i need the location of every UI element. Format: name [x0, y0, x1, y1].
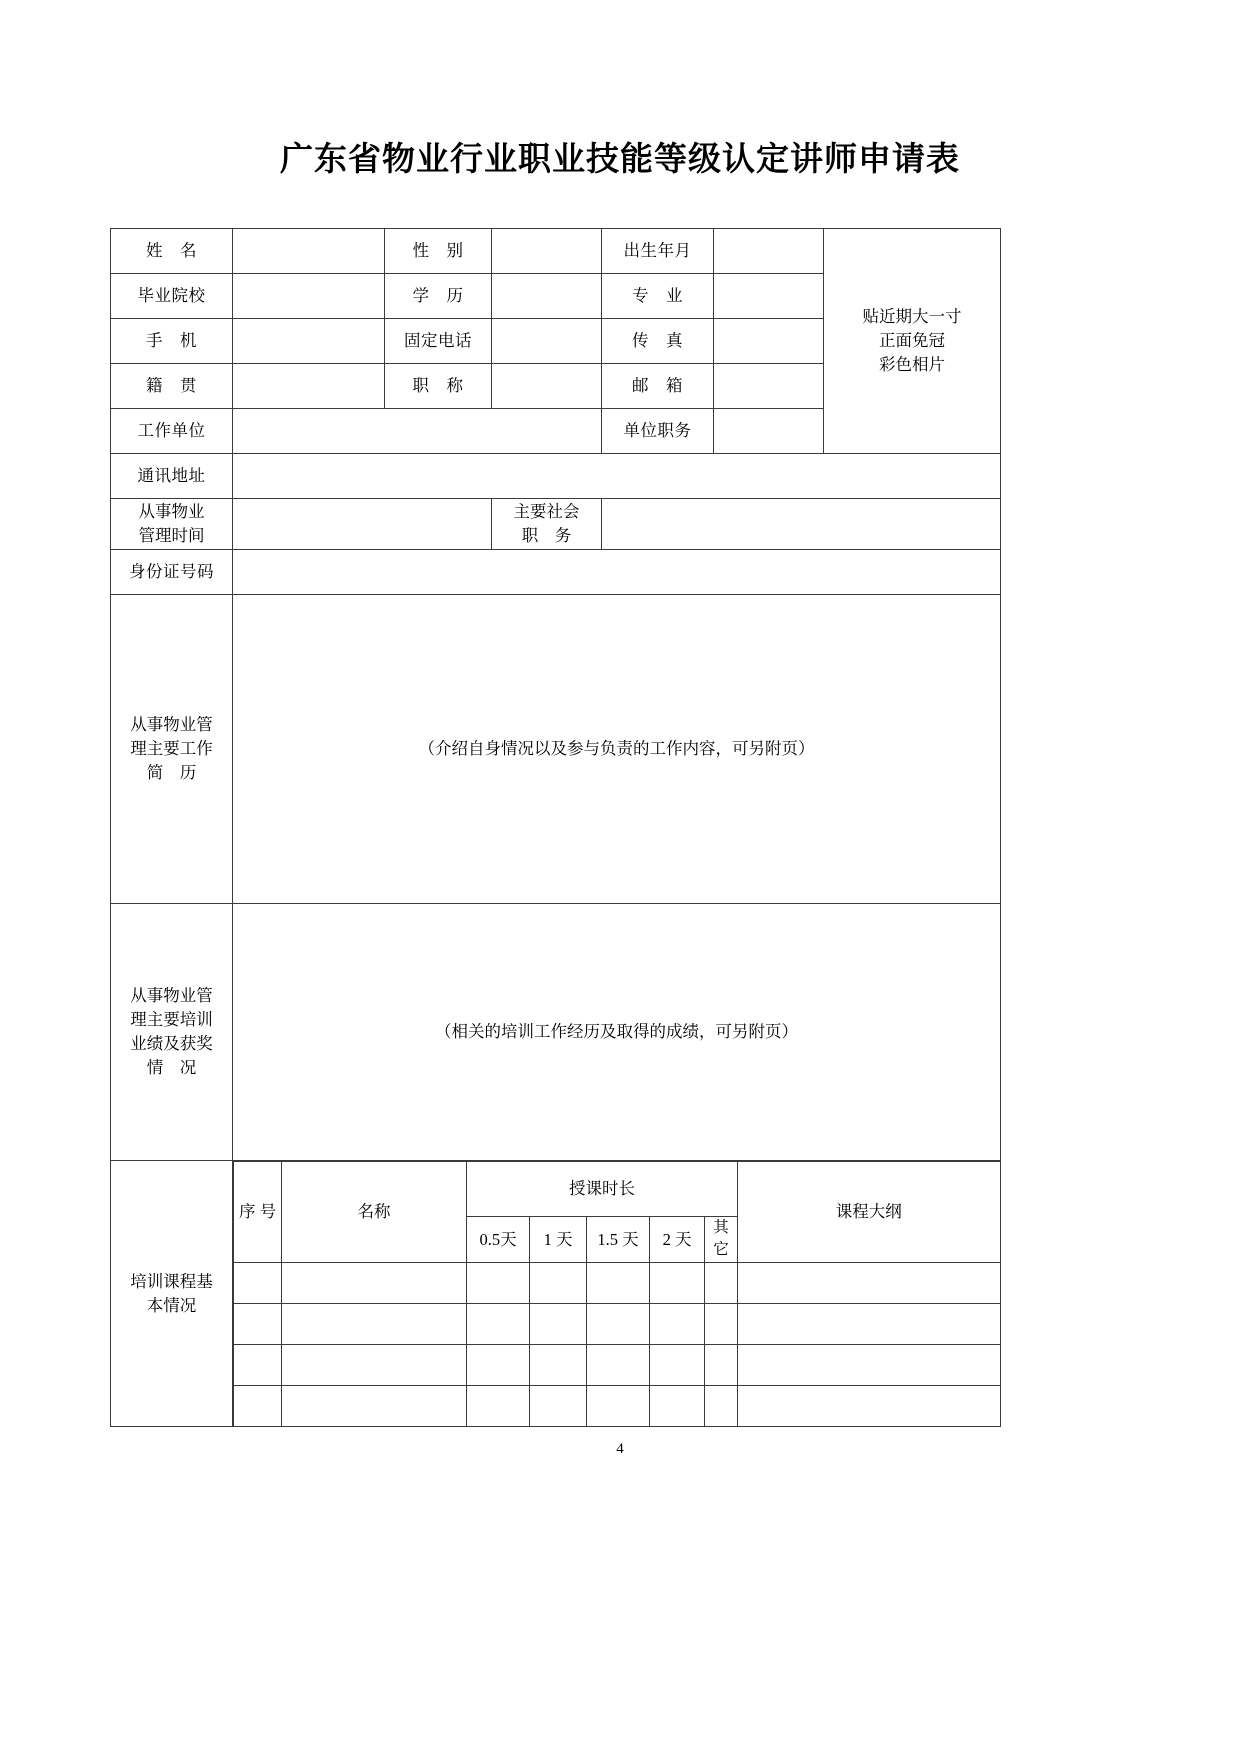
- course-header-seq: [234, 1162, 282, 1263]
- label-work-unit: 工作单位: [111, 409, 233, 454]
- course-cell-seq[interactable]: [234, 1344, 282, 1385]
- field-landline[interactable]: [492, 319, 602, 364]
- field-work-resume[interactable]: [233, 595, 1001, 904]
- label-training-record-line-3: 业绩及获奖: [130, 1034, 213, 1053]
- field-name[interactable]: [233, 229, 385, 274]
- course-cell-other[interactable]: [705, 1344, 738, 1385]
- field-work-unit[interactable]: [233, 409, 602, 454]
- field-id-number[interactable]: [233, 550, 1001, 595]
- label-work-resume-line-2: 理主要工作: [130, 739, 213, 759]
- label-work-resume-line-3: 简 历: [146, 762, 197, 782]
- course-cell-two-day[interactable]: [650, 1344, 705, 1385]
- label-property-mgmt-years-line-2: 管理时间: [138, 526, 205, 545]
- form-row-name: [111, 229, 1001, 274]
- label-mobile: 手 机: [111, 319, 233, 364]
- field-training-record[interactable]: [233, 904, 1001, 1161]
- course-subheader-two-day: 2 天: [650, 1217, 705, 1263]
- field-property-mgmt-years[interactable]: [233, 499, 492, 550]
- photo-note-line-2: 正面免冠: [879, 331, 945, 351]
- photo-placeholder-cell[interactable]: [824, 229, 1001, 454]
- photo-note-line-3: 彩色相片: [879, 354, 945, 374]
- course-cell-outline[interactable]: [738, 1303, 1000, 1344]
- form-row-id-number: [111, 550, 1001, 595]
- course-table-row: [234, 1262, 1001, 1303]
- label-course-basics: [111, 1161, 233, 1427]
- field-mobile[interactable]: [233, 319, 385, 364]
- field-gender[interactable]: [492, 229, 602, 274]
- label-social-position-line-1: 主要社会: [513, 502, 580, 522]
- label-work-resume-line-1: 从事物业管: [130, 715, 213, 735]
- training-record-hint: （相关的培训工作经历及取得的成绩，可另附页）: [435, 1022, 798, 1042]
- course-cell-one-half-day[interactable]: [587, 1262, 650, 1303]
- label-social-position-line-2: 职 务: [521, 526, 572, 545]
- course-subheader-one-half-day: 1.5 天: [587, 1217, 650, 1263]
- label-education: 学 历: [385, 274, 492, 319]
- course-cell-seq[interactable]: [234, 1303, 282, 1344]
- course-cell-outline[interactable]: [738, 1344, 1000, 1385]
- course-subheader-other: [705, 1217, 738, 1263]
- course-cell-one-day[interactable]: [530, 1344, 587, 1385]
- label-birth-date: 出生年月: [602, 229, 714, 274]
- label-training-record-line-4: 情 况: [146, 1057, 197, 1077]
- label-gender: 性 别: [385, 229, 492, 274]
- course-cell-half-day[interactable]: [467, 1385, 530, 1426]
- form-row-training: [111, 904, 1001, 1161]
- form-row-mailing-address: [111, 454, 1001, 499]
- course-cell-outline[interactable]: [738, 1385, 1000, 1426]
- course-table-row: [234, 1303, 1001, 1344]
- form-row-course-table: [111, 1161, 1001, 1427]
- course-cell-two-day[interactable]: [650, 1385, 705, 1426]
- label-id-number: 身份证号码: [111, 550, 233, 595]
- field-education[interactable]: [492, 274, 602, 319]
- course-cell-one-half-day[interactable]: [587, 1303, 650, 1344]
- course-cell-other[interactable]: [705, 1385, 738, 1426]
- label-social-position: [492, 499, 602, 550]
- course-cell-half-day[interactable]: [467, 1303, 530, 1344]
- course-cell-one-day[interactable]: [530, 1262, 587, 1303]
- label-graduated-school: 毕业院校: [111, 274, 233, 319]
- field-mailing-address[interactable]: [233, 454, 1001, 499]
- course-table-wrapper: [233, 1161, 1001, 1427]
- label-mailing-address: 通讯地址: [111, 454, 233, 499]
- label-training-record-line-1: 从事物业管: [130, 986, 213, 1006]
- label-training-record-line-2: 理主要培训: [130, 1010, 213, 1030]
- label-fax: 传 真: [602, 319, 714, 364]
- field-email[interactable]: [714, 364, 824, 409]
- field-graduated-school[interactable]: [233, 274, 385, 319]
- course-cell-outline[interactable]: [738, 1262, 1000, 1303]
- applicant-form-table: [110, 228, 1001, 1427]
- course-cell-seq[interactable]: [234, 1385, 282, 1426]
- course-header-name: 名称: [282, 1162, 467, 1263]
- label-property-mgmt-years-line-1: 从事物业: [138, 502, 205, 522]
- course-cell-other[interactable]: [705, 1262, 738, 1303]
- course-subheader-half-day: 0.5天: [467, 1217, 530, 1263]
- course-cell-one-day[interactable]: [530, 1303, 587, 1344]
- course-cell-other[interactable]: [705, 1303, 738, 1344]
- course-cell-half-day[interactable]: [467, 1344, 530, 1385]
- label-landline: 固定电话: [385, 319, 492, 364]
- label-email: 邮 箱: [602, 364, 714, 409]
- course-cell-seq[interactable]: [234, 1262, 282, 1303]
- label-name: 姓 名: [111, 229, 233, 274]
- course-cell-half-day[interactable]: [467, 1262, 530, 1303]
- label-course-basics-text-2: 本情况: [146, 1295, 197, 1315]
- course-header-seq-line-2: 号: [259, 1202, 277, 1221]
- course-cell-name[interactable]: [282, 1262, 467, 1303]
- work-resume-hint: （介绍自身情况以及参与负责的工作内容，可另附页）: [418, 739, 815, 759]
- course-cell-name[interactable]: [282, 1344, 467, 1385]
- course-cell-one-half-day[interactable]: [587, 1344, 650, 1385]
- label-title-rank: 职 称: [385, 364, 492, 409]
- form-row-property-years: [111, 499, 1001, 550]
- label-unit-position: 单位职务: [602, 409, 714, 454]
- course-header-seq-line-1: 序: [238, 1202, 256, 1221]
- course-header-duration: 授课时长: [467, 1162, 738, 1217]
- field-unit-position[interactable]: [714, 409, 824, 454]
- label-native-place: 籍 贯: [111, 364, 233, 409]
- field-native-place[interactable]: [233, 364, 385, 409]
- photo-note-line-1: 贴近期大一寸: [862, 307, 962, 327]
- course-subheader-other-line-1: 其: [713, 1219, 729, 1236]
- label-course-basics-text-1: 培训课程基: [130, 1271, 213, 1291]
- course-cell-one-half-day[interactable]: [587, 1385, 650, 1426]
- course-cell-name[interactable]: [282, 1385, 467, 1426]
- field-social-position[interactable]: [602, 499, 1001, 550]
- label-work-resume: [111, 595, 233, 904]
- course-cell-two-day[interactable]: [650, 1262, 705, 1303]
- field-major[interactable]: [714, 274, 824, 319]
- field-fax[interactable]: [714, 319, 824, 364]
- course-subheader-other-line-2: 它: [713, 1241, 729, 1259]
- course-header-outline: 课程大纲: [738, 1162, 1000, 1263]
- page-number: 4: [616, 1441, 624, 1457]
- form-row-resume: [111, 595, 1001, 904]
- course-table: [233, 1161, 1001, 1427]
- course-cell-name[interactable]: [282, 1303, 467, 1344]
- label-training-record: [111, 904, 233, 1161]
- course-cell-two-day[interactable]: [650, 1303, 705, 1344]
- course-cell-one-day[interactable]: [530, 1385, 587, 1426]
- page-title: 广东省物业行业职业技能等级认定讲师申请表: [280, 140, 960, 177]
- label-property-mgmt-years: [111, 499, 233, 550]
- course-table-row: [234, 1385, 1001, 1426]
- field-title-rank[interactable]: [492, 364, 602, 409]
- field-birth-date[interactable]: [714, 229, 824, 274]
- course-table-row: [234, 1344, 1001, 1385]
- course-subheader-one-day: 1 天: [530, 1217, 587, 1263]
- course-table-header-row: [234, 1162, 1001, 1217]
- label-major: 专 业: [602, 274, 714, 319]
